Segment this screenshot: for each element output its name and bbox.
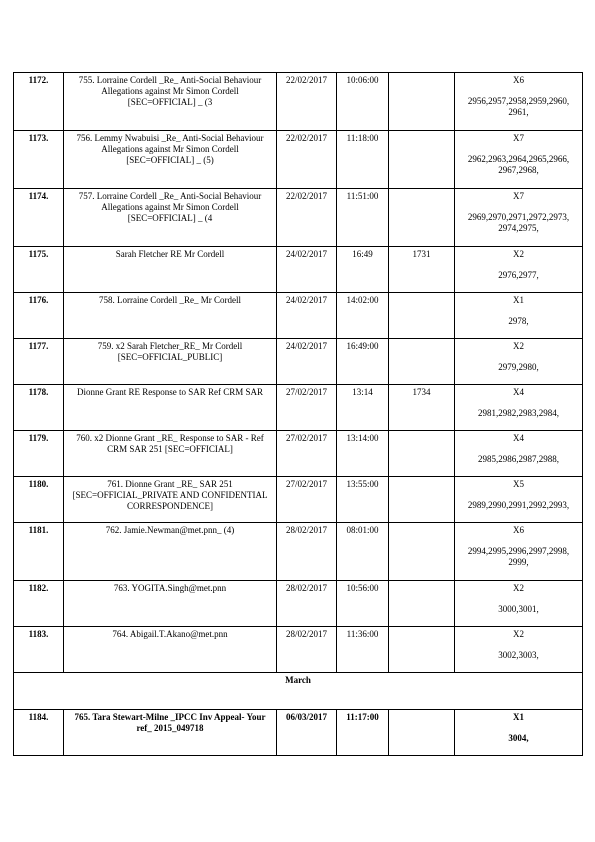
entry-description: 762. Jamie.Newman@met.pnn_ (4) xyxy=(64,523,277,581)
entry-reference xyxy=(389,73,455,131)
page-count: X5 xyxy=(513,479,524,489)
entry-description: 763. YOGITA.Singh@met.pnn xyxy=(64,581,277,627)
entry-date: 28/02/2017 xyxy=(277,627,337,673)
entry-time: 13:14:00 xyxy=(337,431,389,477)
entry-reference xyxy=(389,627,455,673)
entry-date: 27/02/2017 xyxy=(277,431,337,477)
entry-pages xyxy=(455,247,583,293)
entry-pages xyxy=(455,710,583,756)
entry-time: 10:56:00 xyxy=(337,581,389,627)
table-row xyxy=(14,581,583,627)
table-row xyxy=(14,477,583,523)
entry-number: 1184. xyxy=(14,710,64,756)
entry-pages xyxy=(455,339,583,385)
entry-date: 24/02/2017 xyxy=(277,247,337,293)
page-numbers: 3000,3001, xyxy=(498,604,539,614)
entry-number: 1176. xyxy=(14,293,64,339)
entry-description: 765. Tara Stewart-Milne _IPCC Inv Appeal- Your ref_ 2015_049718 xyxy=(64,710,277,756)
page-count: X4 xyxy=(513,433,524,443)
entry-number: 1181. xyxy=(14,523,64,581)
page-count: X7 xyxy=(513,191,524,201)
entry-time: 10:06:00 xyxy=(337,73,389,131)
entry-reference: 1731 xyxy=(389,247,455,293)
page-count: X7 xyxy=(513,133,524,143)
entry-number: 1174. xyxy=(14,189,64,247)
entry-pages xyxy=(455,477,583,523)
entry-description: 761. Dionne Grant _RE_ SAR 251 [SEC=OFFICIAL_PRIVATE AND CONFIDENTIAL CORRESPONDENCE] xyxy=(64,477,277,523)
correspondence-log-table xyxy=(13,72,583,756)
table-row xyxy=(14,385,583,431)
entry-reference xyxy=(389,293,455,339)
table-row xyxy=(14,247,583,293)
entry-pages xyxy=(455,131,583,189)
table-row xyxy=(14,293,583,339)
entry-time: 16:49:00 xyxy=(337,339,389,385)
entry-time: 14:02:00 xyxy=(337,293,389,339)
page-numbers: 3004, xyxy=(508,733,529,743)
entry-pages xyxy=(455,627,583,673)
entry-description: 764. Abigail.T.Akano@met.pnn xyxy=(64,627,277,673)
page-count: X1 xyxy=(513,712,524,722)
entry-reference xyxy=(389,339,455,385)
page-count: X2 xyxy=(513,249,524,259)
page-count: X2 xyxy=(513,341,524,351)
entry-number: 1179. xyxy=(14,431,64,477)
entry-reference xyxy=(389,477,455,523)
entry-date: 22/02/2017 xyxy=(277,131,337,189)
page-count: X4 xyxy=(513,387,524,397)
table-row xyxy=(14,710,583,756)
entry-description: 755. Lorraine Cordell _Re_ Anti-Social Behaviour Allegations against Mr Simon Cordell [SEC=OFFICIAL] _ (3 xyxy=(64,73,277,131)
page-numbers: 2981,2982,2983,2984, xyxy=(478,408,559,418)
entry-number: 1180. xyxy=(14,477,64,523)
page-numbers: 2978, xyxy=(508,316,529,326)
entry-time: 13:14 xyxy=(337,385,389,431)
entry-date: 22/02/2017 xyxy=(277,189,337,247)
entry-number: 1178. xyxy=(14,385,64,431)
table-row xyxy=(14,131,583,189)
page-numbers: 3002,3003, xyxy=(498,650,539,660)
entry-number: 1183. xyxy=(14,627,64,673)
entry-time: 13:55:00 xyxy=(337,477,389,523)
page-numbers: 2956,2957,2958,2959,2960, 2961, xyxy=(467,96,570,117)
entry-date: 28/02/2017 xyxy=(277,581,337,627)
entry-time: 11:36:00 xyxy=(337,627,389,673)
entry-number: 1172. xyxy=(14,73,64,131)
page-numbers: 2969,2970,2971,2972,2973, 2974,2975, xyxy=(467,212,570,233)
entry-reference xyxy=(389,523,455,581)
entry-date: 24/02/2017 xyxy=(277,339,337,385)
page-numbers: 2985,2986,2987,2988, xyxy=(478,454,559,464)
entry-pages xyxy=(455,293,583,339)
entry-date: 22/02/2017 xyxy=(277,73,337,131)
entry-reference xyxy=(389,581,455,627)
entry-time: 16:49 xyxy=(337,247,389,293)
entry-pages xyxy=(455,189,583,247)
page-numbers: 2962,2963,2964,2965,2966, 2967,2968, xyxy=(467,154,570,175)
entry-pages xyxy=(455,523,583,581)
table-row xyxy=(14,189,583,247)
entry-pages xyxy=(455,385,583,431)
entry-reference: 1734 xyxy=(389,385,455,431)
entry-number: 1175. xyxy=(14,247,64,293)
table-row xyxy=(14,627,583,673)
entry-reference xyxy=(389,131,455,189)
page-count: X2 xyxy=(513,629,524,639)
table-row xyxy=(14,339,583,385)
entry-description: 759. x2 Sarah Fletcher_RE_ Mr Cordell [SEC=OFFICIAL_PUBLIC] xyxy=(64,339,277,385)
page-count: X1 xyxy=(513,295,524,305)
entry-number: 1173. xyxy=(14,131,64,189)
entry-number: 1182. xyxy=(14,581,64,627)
page-numbers: 2979,2980, xyxy=(498,362,539,372)
entry-date: 24/02/2017 xyxy=(277,293,337,339)
entry-pages xyxy=(455,431,583,477)
entry-date: 27/02/2017 xyxy=(277,385,337,431)
page-count: X6 xyxy=(513,525,524,535)
entry-time: 11:18:00 xyxy=(337,131,389,189)
entry-description: 760. x2 Dionne Grant _RE_ Response to SAR - Ref CRM SAR 251 [SEC=OFFICIAL] xyxy=(64,431,277,477)
entry-description: 758. Lorraine Cordell _Re_ Mr Cordell xyxy=(64,293,277,339)
month-heading: March xyxy=(14,673,583,710)
entry-date: 27/02/2017 xyxy=(277,477,337,523)
table-row xyxy=(14,431,583,477)
entry-description: Dionne Grant RE Response to SAR Ref CRM SAR xyxy=(64,385,277,431)
entry-time: 11:17:00 xyxy=(337,710,389,756)
page-numbers: 2989,2990,2991,2992,2993, xyxy=(467,500,570,510)
entry-number: 1177. xyxy=(14,339,64,385)
month-heading-row xyxy=(14,673,583,710)
entry-description: 756. Lemmy Nwabuisi _Re_ Anti-Social Behaviour Allegations against Mr Simon Cordell [SEC=OFFICIAL] _ (5) xyxy=(64,131,277,189)
entry-reference xyxy=(389,431,455,477)
entry-reference xyxy=(389,189,455,247)
entry-date: 06/03/2017 xyxy=(277,710,337,756)
table-row xyxy=(14,73,583,131)
page-count: X6 xyxy=(513,75,524,85)
entry-pages xyxy=(455,581,583,627)
page-count: X2 xyxy=(513,583,524,593)
entry-pages xyxy=(455,73,583,131)
entry-description: Sarah Fletcher RE Mr Cordell xyxy=(64,247,277,293)
table-row xyxy=(14,523,583,581)
entry-time: 11:51:00 xyxy=(337,189,389,247)
entry-date: 28/02/2017 xyxy=(277,523,337,581)
page-numbers: 2976,2977, xyxy=(498,270,539,280)
page-numbers: 2994,2995,2996,2997,2998, 2999, xyxy=(467,546,570,567)
entry-reference xyxy=(389,710,455,756)
entry-time: 08:01:00 xyxy=(337,523,389,581)
entry-description: 757. Lorraine Cordell _Re_ Anti-Social Behaviour Allegations against Mr Simon Cordell [SEC=OFFICIAL] _ (4 xyxy=(64,189,277,247)
